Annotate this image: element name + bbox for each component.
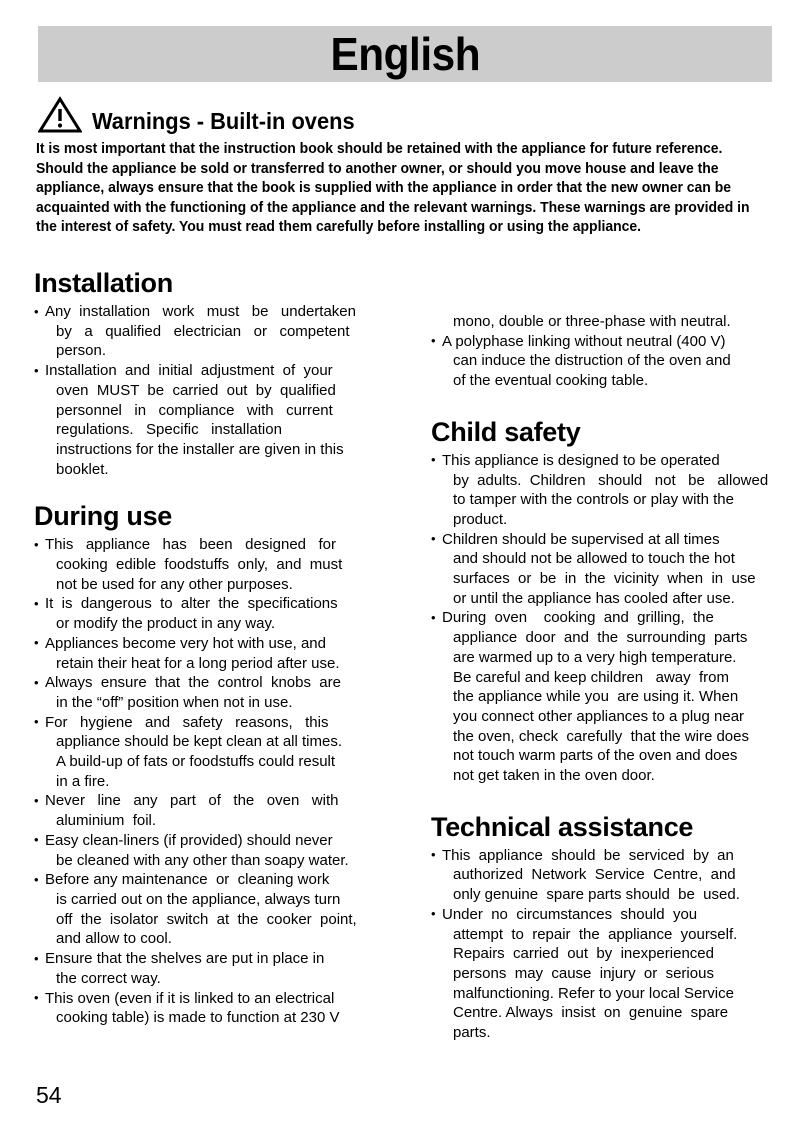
list-item-line: Be careful and keep children away from: [453, 668, 729, 686]
list-item-line: in a fire.: [56, 772, 110, 790]
list-item-line: or modify the product in any way.: [56, 615, 275, 633]
list-item-line: only genuine spare parts should be used.: [453, 886, 740, 904]
list-item: [34, 673, 409, 712]
language-title: English: [330, 28, 480, 80]
list-item: [431, 451, 802, 530]
list-item-line: to tamper with the controls or play with the: [453, 491, 734, 509]
list-item-line: personnel in compliance with current: [56, 401, 333, 419]
list-item-line: or until the appliance has cooled after use.: [453, 589, 735, 607]
list-item-line: • Under no circumstances should you: [442, 905, 698, 923]
list-item-line: appliance door and the surrounding parts: [453, 629, 748, 647]
list-item: [34, 989, 409, 1028]
list-item-line: not get taken in the oven door.: [453, 767, 655, 785]
list-item: [34, 594, 409, 633]
warnings-heading-row: [38, 96, 772, 134]
technical-assistance-bullet-list: [431, 846, 802, 1043]
list-item-line: are warmed up to a very high temperature.: [453, 648, 737, 666]
list-item-line: persons may cause injury or serious: [453, 964, 714, 982]
list-item-line: • Appliances become very hot with use, and: [45, 634, 326, 652]
list-item: [431, 905, 802, 1043]
list-item: [34, 535, 409, 594]
installation-bullet-list: [34, 302, 409, 479]
warning-triangle-icon: [38, 96, 82, 134]
list-item-line: • A polyphase linking without neutral (400 V): [442, 332, 726, 350]
list-item-line: aluminium foil.: [56, 812, 157, 830]
list-item-line: in the “off” position when not in use.: [56, 693, 293, 711]
list-item-line: authorized Network Service Centre, and: [453, 866, 736, 884]
list-item-line: not touch warm parts of the oven and does: [453, 747, 738, 765]
list-item-line: product.: [453, 510, 508, 528]
list-item-line: • This appliance should be serviced by an: [442, 846, 734, 864]
list-item-line: person.: [56, 342, 107, 360]
right-column: [431, 268, 802, 1043]
list-item-line: appliance should be kept clean at all times.: [56, 733, 343, 751]
list-item-line: retain their heat for a long period after use.: [56, 654, 340, 672]
list-item-line: • Never line any part of the oven with: [45, 792, 339, 810]
list-item-line: by a qualified electrician or competent: [56, 322, 350, 340]
list-item: [34, 791, 409, 830]
list-item: [34, 634, 409, 673]
list-item-line: instructions for the installer are given in this: [56, 440, 344, 458]
section-heading-installation: Installation: [34, 268, 173, 298]
during-use-bullet-list: [34, 535, 409, 1028]
list-item: [431, 846, 802, 905]
list-item-line: • For hygiene and safety reasons, this: [45, 713, 329, 731]
list-item: [431, 332, 802, 391]
list-item-line: by adults. Children should not be allowed: [453, 471, 769, 489]
page-number: 54: [36, 1082, 62, 1108]
intro-paragraph: It is most important that the instruction book should be retained with the appliance for future reference. Should the appliance be sold or transferred to another owner, or should you move house and leave the appliance, always ensure that the book is supplied with the appliance in order that the new owner can be acquainted with the functioning of the appliance and the relevant warnings. These warnings are provided in the interest of safety. You must read them carefully before installing or using the appliance.: [36, 141, 750, 235]
installation-continuation-line: mono, double or three-phase with neutral.: [453, 313, 731, 330]
list-item-line: of the eventual cooking table.: [453, 372, 649, 390]
section-heading-during-use: During use: [34, 501, 173, 532]
list-item-line: • During oven cooking and grilling, the: [442, 609, 714, 627]
warnings-heading-text: Warnings - Built-in ovens: [92, 108, 355, 134]
list-item: [431, 530, 802, 609]
list-item: [34, 361, 409, 479]
list-item-line: • This oven (even if it is linked to an electrical: [45, 989, 335, 1007]
list-item-line: cooking table) is made to function at 230 V: [56, 1009, 340, 1027]
list-item-line: cooking edible foodstuffs only, and must: [56, 556, 343, 574]
list-item: [34, 831, 409, 870]
list-item-line: can induce the distruction of the oven and: [453, 352, 731, 370]
section-heading-technical-assistance: Technical assistance: [431, 811, 694, 842]
list-item-line: the appliance while you are using it. When: [453, 688, 739, 706]
list-item-line: not be used for any other purposes.: [56, 575, 293, 593]
list-item-line: surfaces or be in the vicinity when in use: [453, 570, 756, 588]
list-item-line: • Any installation work must be undertaken: [45, 303, 356, 320]
list-item-line: • Installation and initial adjustment of your: [45, 362, 333, 380]
list-item: [34, 713, 409, 792]
child-safety-bullet-list: [431, 451, 802, 786]
list-item-line: A build-up of fats or foodstuffs could result: [56, 753, 336, 771]
list-item-line: attempt to repair the appliance yourself.: [453, 925, 738, 943]
list-item-line: booklet.: [56, 460, 109, 478]
list-item-line: parts.: [453, 1024, 491, 1042]
language-banner: [38, 26, 772, 82]
list-item-line: • It is dangerous to alter the specifications: [45, 595, 338, 613]
list-item-line: is carried out on the appliance, always turn: [56, 890, 341, 908]
list-item-line: the correct way.: [56, 969, 161, 987]
list-item-line: • Before any maintenance or cleaning work: [45, 871, 330, 889]
list-item-line: and should not be allowed to touch the hot: [453, 550, 735, 568]
list-item: [34, 302, 409, 361]
list-item-line: Centre. Always insist on genuine spare: [453, 1004, 729, 1022]
list-item-line: • This appliance is designed to be operated: [442, 451, 720, 469]
list-item-line: • Easy clean-liners (if provided) should never: [45, 831, 333, 849]
list-item-line: off the isolator switch at the cooker point,: [56, 910, 357, 928]
list-item-line: and allow to cool.: [56, 930, 172, 948]
left-column: [34, 268, 409, 1043]
list-item-line: the oven, check carefully that the wire does: [453, 727, 749, 745]
list-item: [34, 870, 409, 949]
list-item-line: • This appliance has been designed for: [45, 536, 337, 554]
body-columns: [34, 268, 774, 1043]
list-item-line: oven MUST be carried out by qualified: [56, 381, 336, 399]
list-item: [431, 608, 802, 785]
list-item-line: • Ensure that the shelves are put in place in: [45, 950, 325, 968]
list-item-line: be cleaned with any other than soapy water.: [56, 851, 349, 869]
list-item-line: regulations. Specific installation: [56, 421, 282, 439]
installation-continued-bullet-list: [431, 332, 802, 391]
list-item-line: you connect other appliances to a plug near: [453, 707, 745, 725]
list-item-line: Repairs carried out by inexperienced: [453, 945, 714, 963]
section-heading-child-safety: Child safety: [431, 416, 581, 447]
list-item: [34, 949, 409, 988]
list-item-line: • Children should be supervised at all times: [442, 530, 720, 548]
list-item-line: malfunctioning. Refer to your local Service: [453, 984, 734, 1002]
list-item-line: • Always ensure that the control knobs are: [45, 674, 341, 692]
